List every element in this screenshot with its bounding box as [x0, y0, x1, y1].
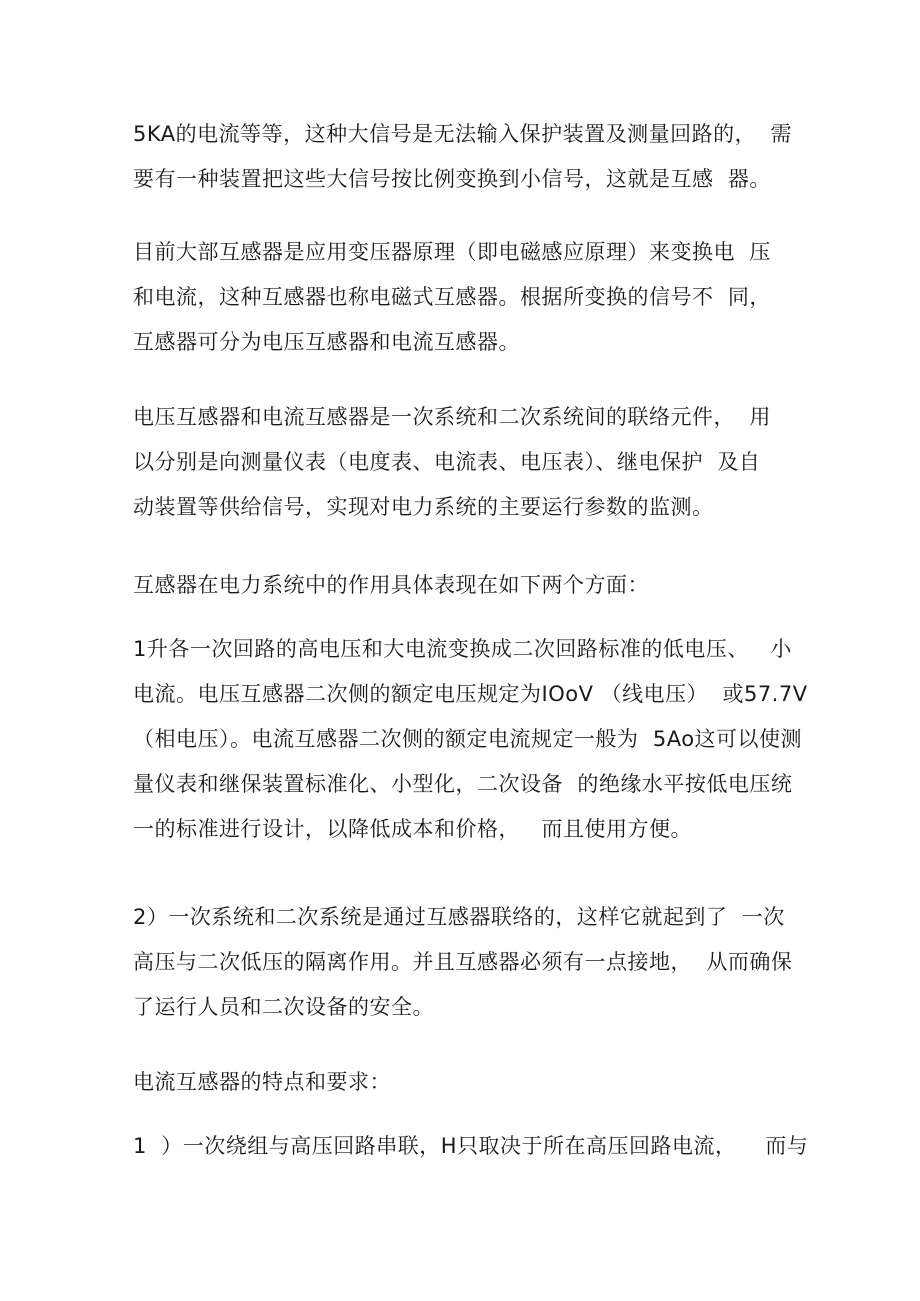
text-line: 电流互感器的特点和要求： [133, 1070, 391, 1094]
text-line: 高压与二次低压的隔离作用。并且互感器必须有一点接地， 从而确保 [133, 950, 793, 974]
text-line: 动装置等供给信号，实现对电力系统的主要运行参数的监测。 [133, 495, 714, 519]
text-line: 和电流，这种互感器也称电磁式互感器。根据所变换的信号不 同， [133, 285, 771, 309]
text-line: 互感器在电力系统中的作用具体表现在如下两个方面： [133, 573, 649, 597]
paragraph-point-2 [133, 895, 798, 1030]
paragraph-principle [133, 230, 798, 365]
text-line: 1升各一次回路的高电压和大电流变换成二次回路标准的低电压、 小 [133, 637, 792, 661]
text-line: 电流。电压互感器二次侧的额定电压规定为IOoV （线电压） 或57.7V [133, 682, 808, 706]
paragraph-ct-point-1 [133, 1124, 809, 1169]
text-line: 了运行人员和二次设备的安全。 [133, 995, 434, 1019]
text-line: 目前大部互感器是应用变压器原理（即电磁感应原理）来变换电 压 [133, 240, 771, 264]
text-line: 要有一种装置把这些大信号按比例变换到小信号，这就是互感 器。 [133, 167, 771, 191]
paragraph-point-1 [133, 627, 808, 852]
text-line: （相电压）。电流互感器二次侧的额定电流规定一般为 5Ao这可以使测 [133, 727, 803, 751]
text-line: 2）一次系统和二次系统是通过互感器联络的，这样它就起到了 一次 [133, 905, 785, 929]
text-line: 5KA的电流等等，这种大信号是无法输入保护装置及测量回路的， 需 [133, 122, 792, 146]
paragraph-ct-heading [133, 1060, 798, 1105]
text-line: 以分别是向测量仪表（电度表、电流表、电压表）、继电保护 及自 [133, 450, 761, 474]
text-line: 量仪表和继保装置标准化、小型化，二次设备 的绝缘水平按低电压统 [133, 772, 793, 796]
text-line: 电压互感器和电流互感器是一次系统和二次系统间的联络元件， 用 [133, 405, 771, 429]
paragraph-connection [133, 395, 798, 530]
paragraph-intro [133, 112, 798, 202]
text-line: 互感器可分为电压互感器和电流互感器。 [133, 330, 520, 354]
paragraph-role-heading [133, 563, 798, 608]
text-line: 一的标准进行设计，以降低成本和价格， 而且使用方便。 [133, 817, 693, 841]
text-line: 1 ）一次绕组与高压回路串联，H只取决于所在高压回路电流， 而与 [133, 1134, 809, 1158]
